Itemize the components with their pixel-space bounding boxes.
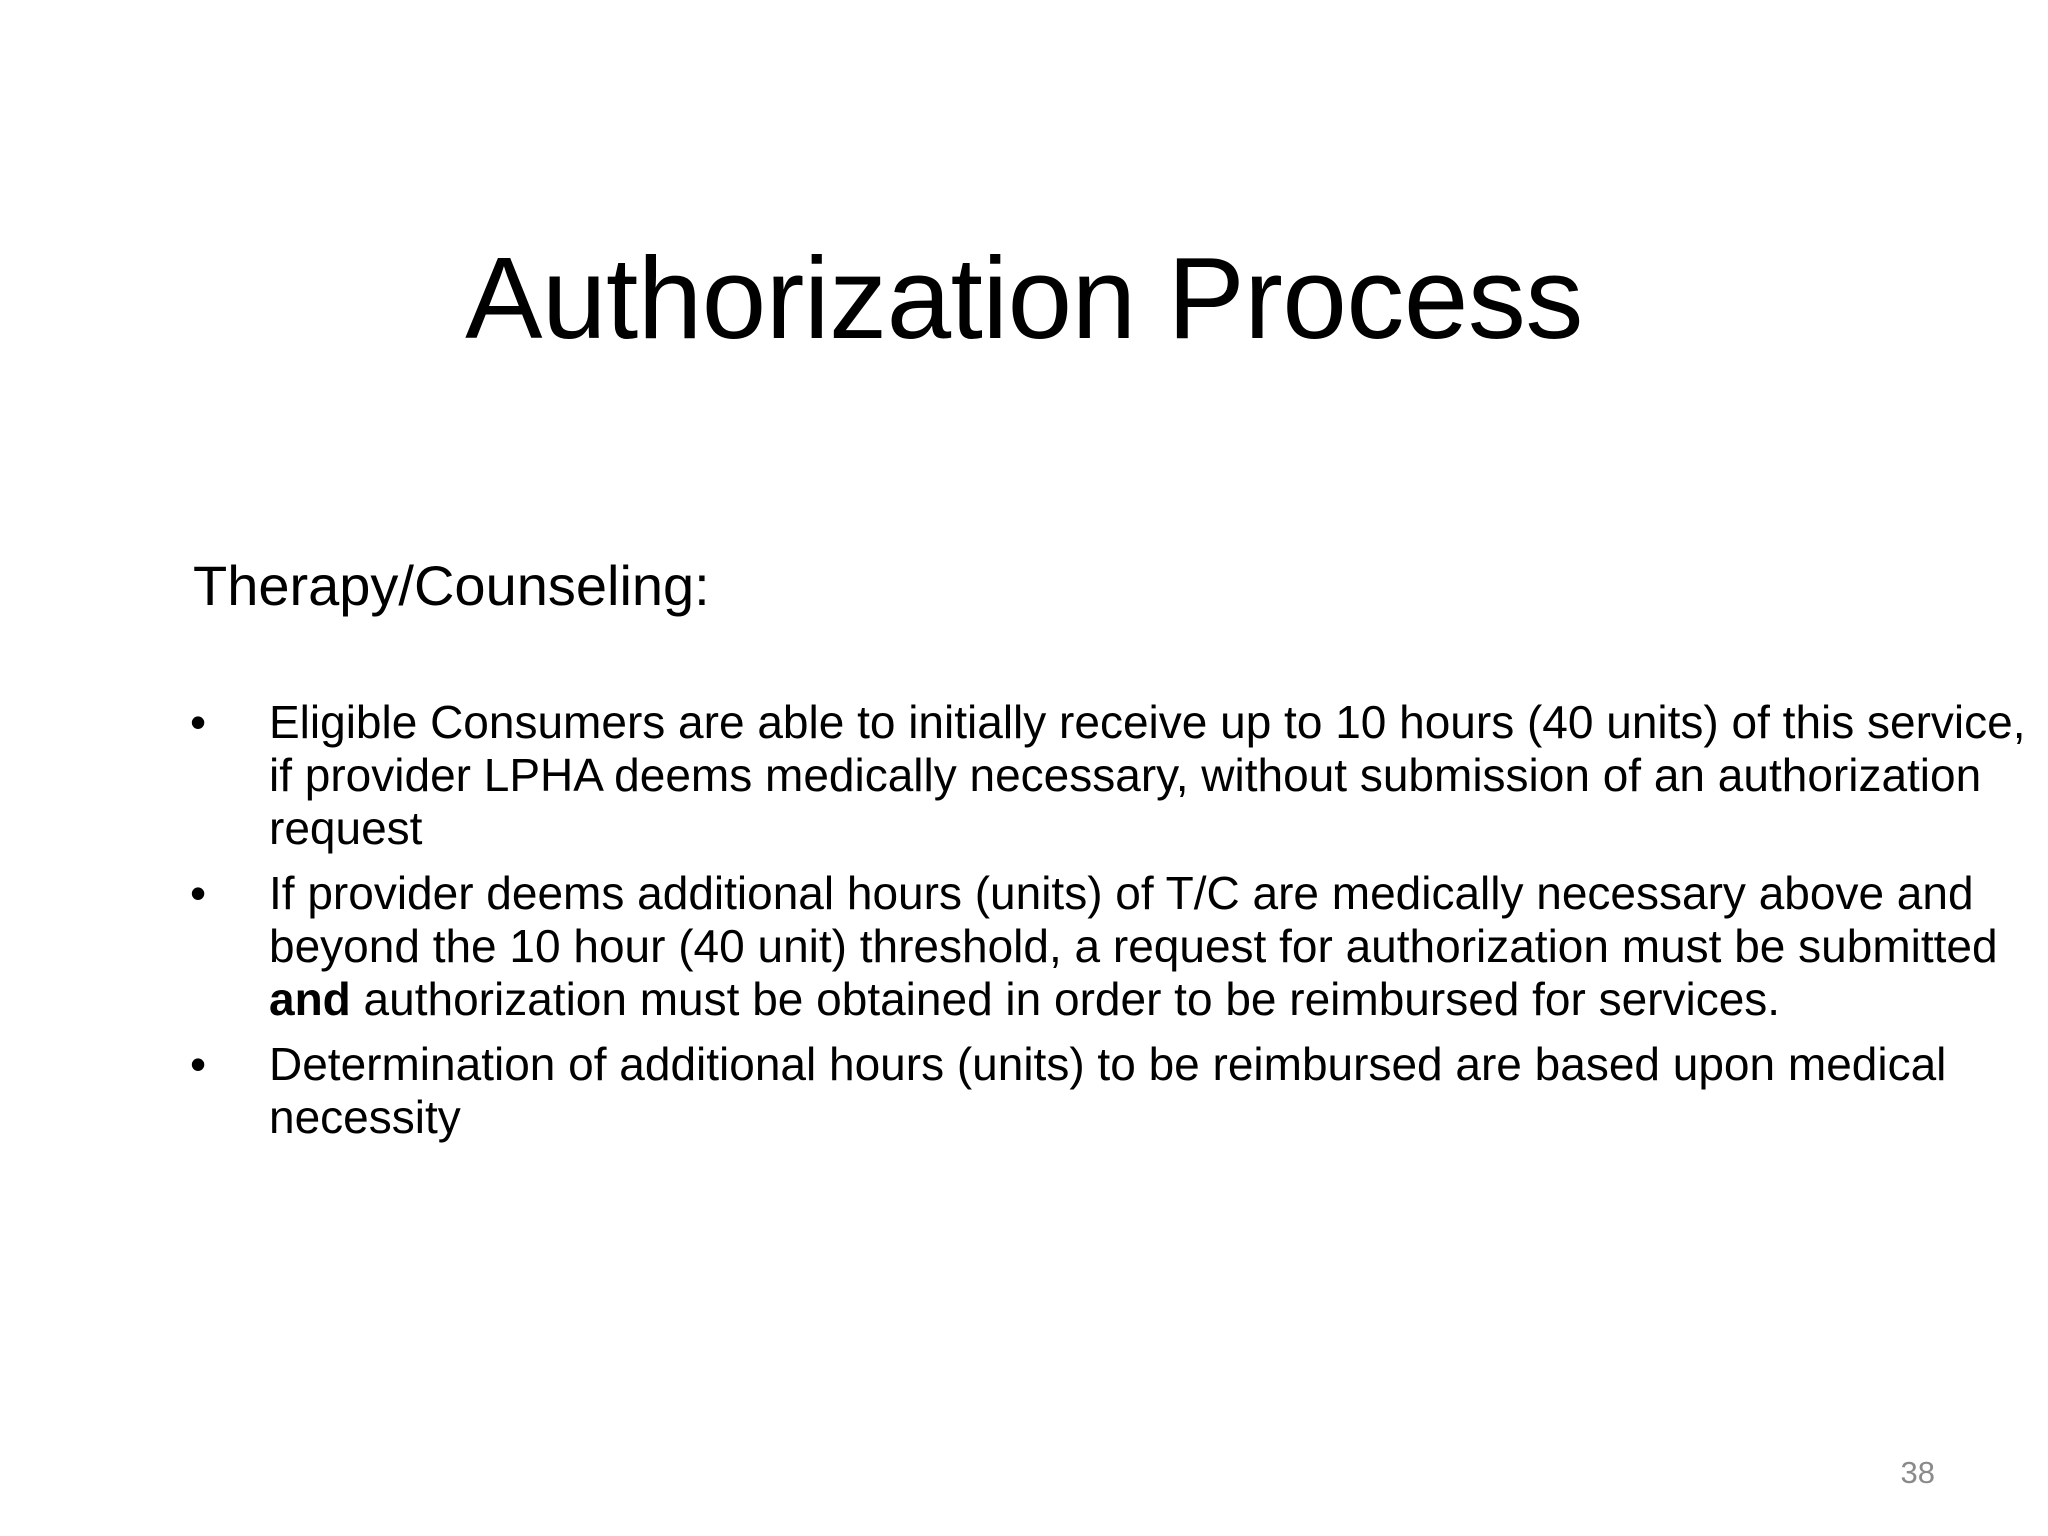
bullet-text-bold: and: [269, 973, 351, 1025]
bullet-text: [269, 867, 2030, 1026]
bullet-icon: •: [190, 1038, 207, 1090]
bullet-text: Eligible Consumers are able to initially receive up to 10 hours (40 units) of this service, if provider LPHA deems medically necessary, without submission of an authorization request: [269, 696, 2026, 854]
slide-title: Authorization Process: [465, 233, 1583, 363]
bullet-item: [190, 867, 2030, 1026]
bullet-item: [190, 1038, 2030, 1144]
bullet-text-before: If provider deems additional hours (units) of T/C are medically necessary above and beyond the 10 hour (40 unit) threshold, a request for authorization must be submitted: [269, 867, 1998, 972]
page-number: 38: [1900, 1455, 1935, 1490]
bullet-icon: •: [190, 696, 207, 748]
bullet-text-after: authorization must be obtained in order to be reimbursed for services.: [350, 973, 1781, 1025]
bullet-item: [190, 696, 2030, 855]
bullet-icon: •: [190, 867, 207, 919]
bullet-text: Determination of additional hours (units) to be reimbursed are based upon medical necessity: [269, 1038, 1947, 1143]
bullet-list: [190, 696, 2030, 1156]
section-subheading: Therapy/Counseling:: [193, 554, 710, 617]
